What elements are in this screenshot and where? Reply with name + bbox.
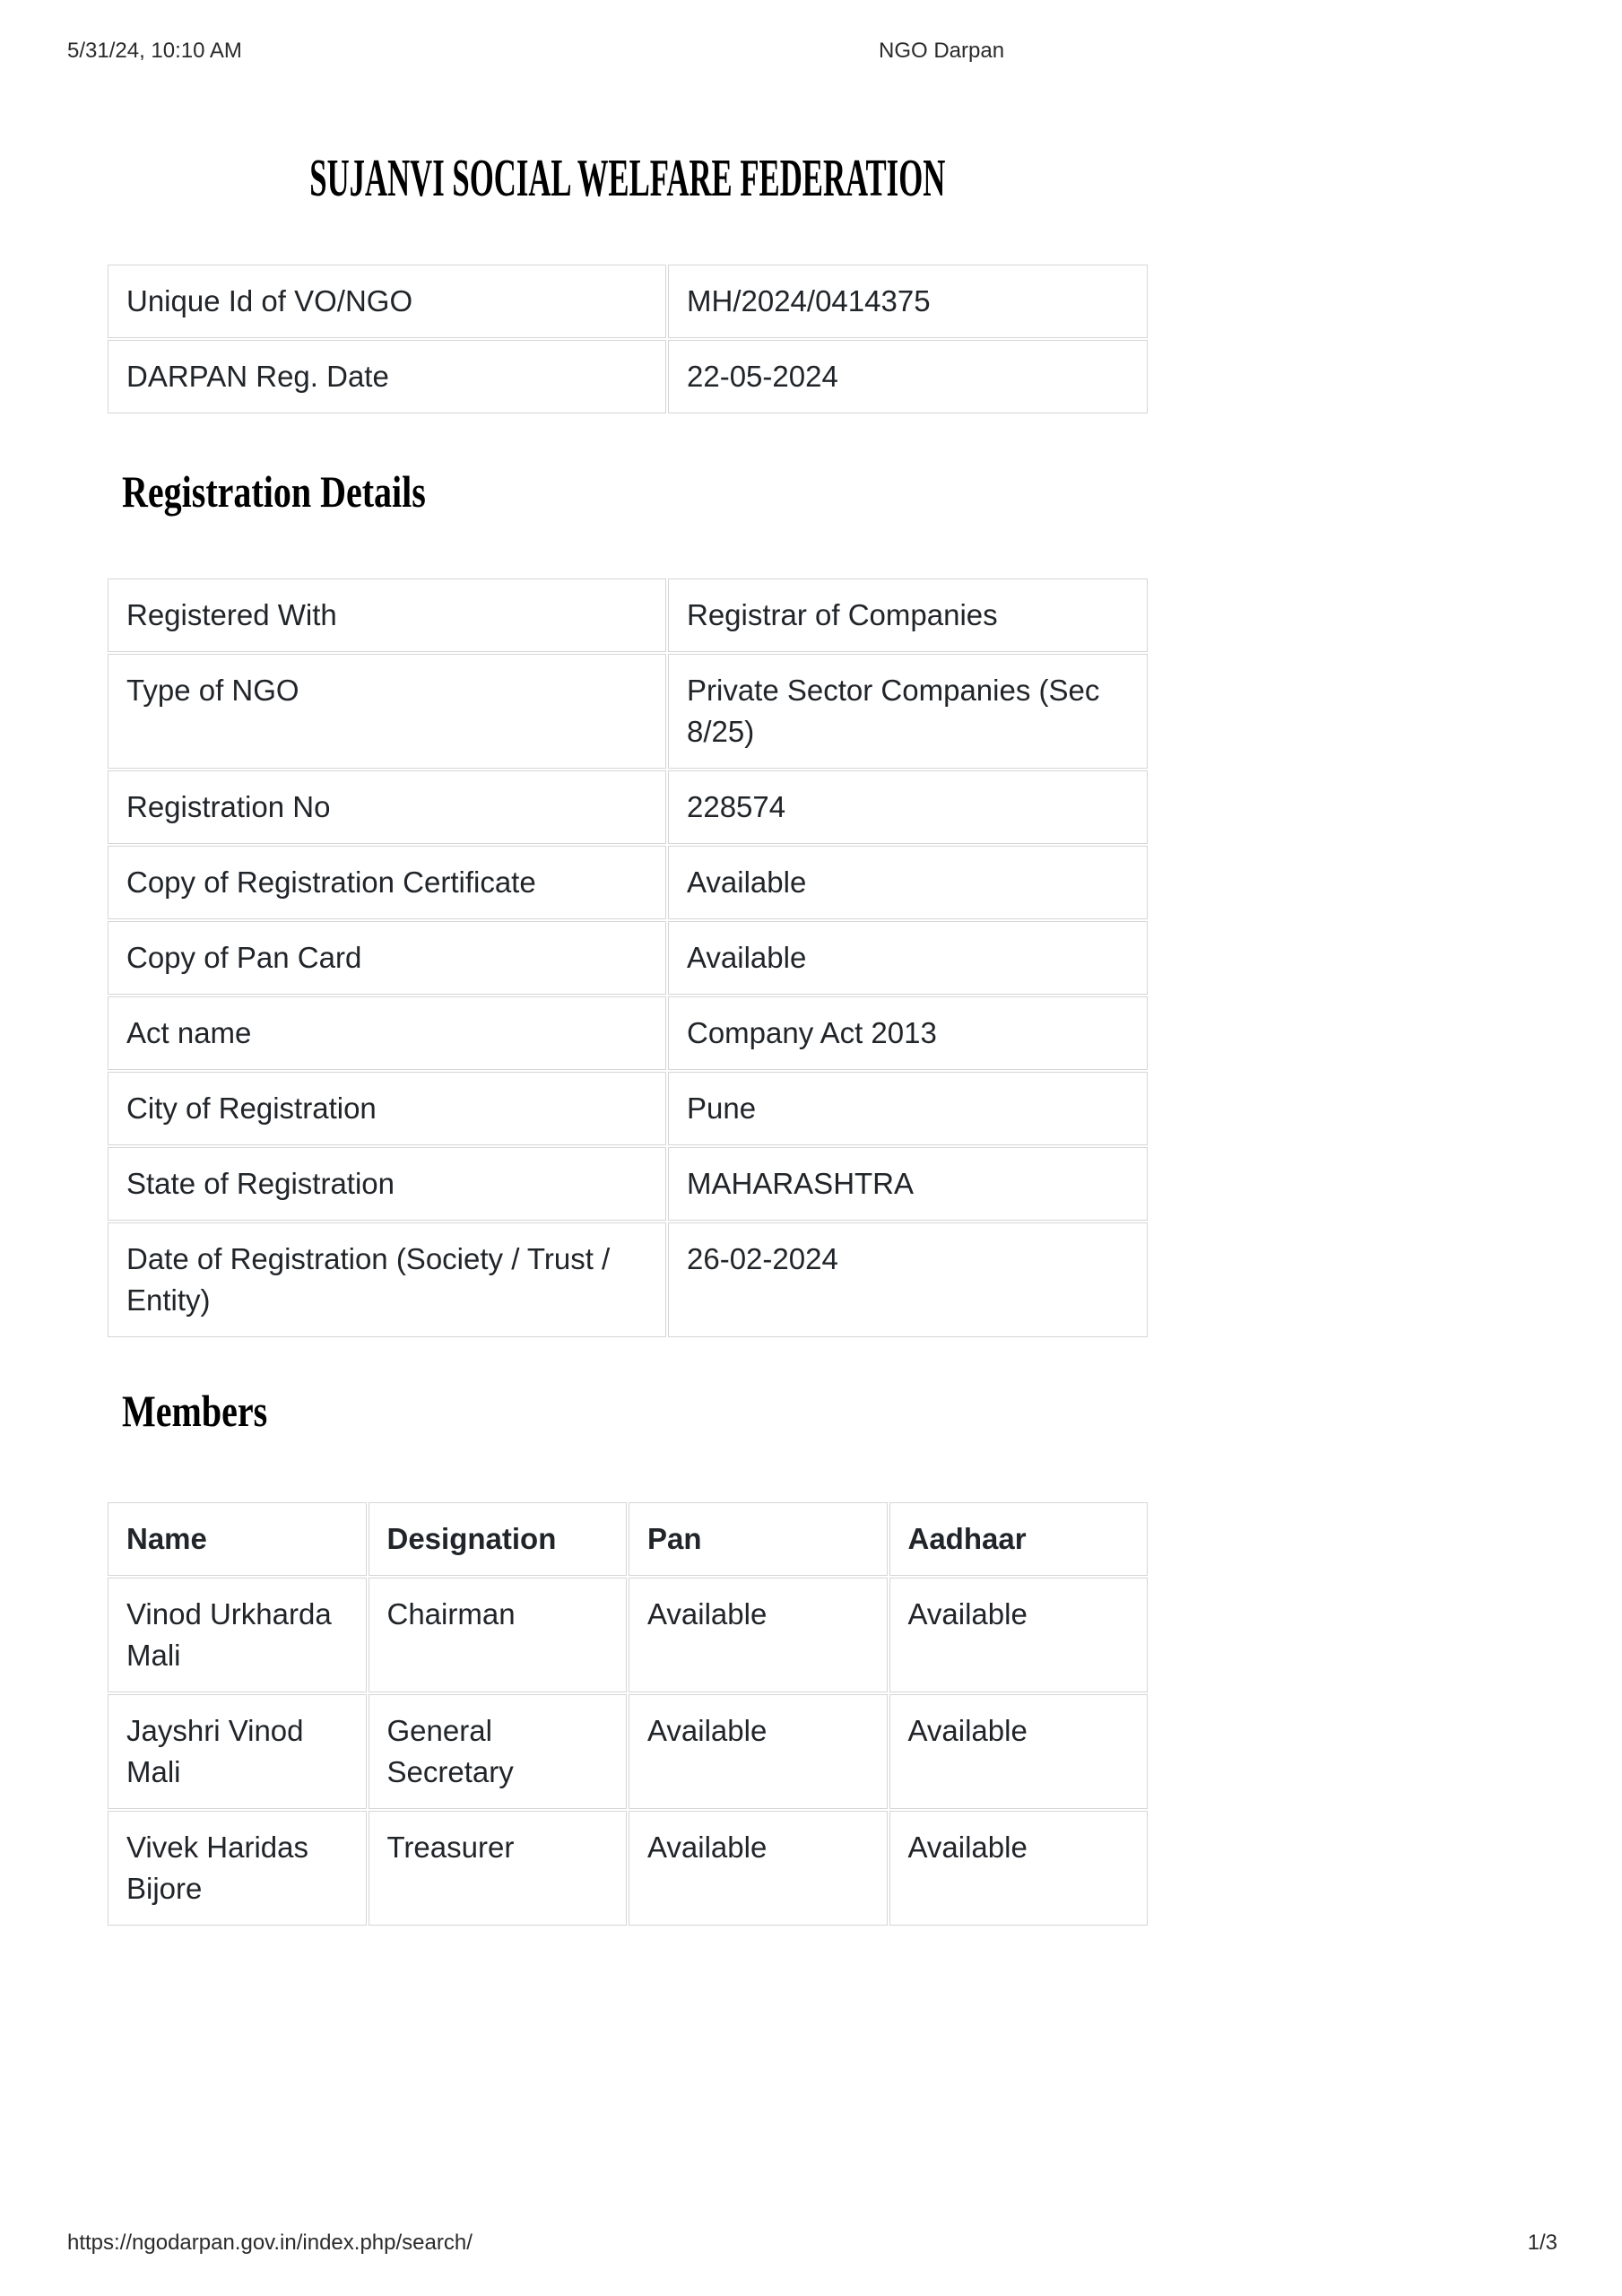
reg-label-registered-with: Registered With [108, 578, 666, 652]
member-aadhaar: Available [889, 1578, 1149, 1692]
member-designation: Chairman [369, 1578, 628, 1692]
table-row [108, 654, 1148, 769]
member-pan: Available [629, 1694, 888, 1809]
members-table [106, 1500, 1149, 1927]
table-row [108, 996, 1148, 1070]
table-row [108, 846, 1148, 919]
member-designation: General Secretary [369, 1694, 628, 1809]
members-col-pan: Pan [629, 1502, 888, 1576]
reg-value-copy-registration-certificate: Available [668, 846, 1148, 919]
member-designation: Treasurer [369, 1811, 628, 1926]
reg-value-date-of-registration: 26-02-2024 [668, 1222, 1148, 1337]
table-row [108, 921, 1148, 995]
members-col-aadhaar: Aadhaar [889, 1502, 1149, 1576]
reg-label-city-of-registration: City of Registration [108, 1072, 666, 1145]
members-header-row [108, 1502, 1148, 1576]
table-row [108, 1072, 1148, 1145]
summary-value-unique-id: MH/2024/0414375 [668, 265, 1148, 338]
summary-value-darpan-reg-date: 22-05-2024 [668, 340, 1148, 413]
reg-label-state-of-registration: State of Registration [108, 1147, 666, 1221]
registration-details-table [106, 577, 1149, 1339]
registration-details-heading-text: Registration Details [122, 466, 426, 517]
reg-label-act-name: Act name [108, 996, 666, 1070]
reg-label-date-of-registration: Date of Registration (Society / Trust / Entity) [108, 1222, 666, 1337]
member-pan: Available [629, 1811, 888, 1926]
document-content [106, 0, 1149, 2296]
member-aadhaar: Available [889, 1694, 1149, 1809]
reg-value-type-of-ngo: Private Sector Companies (Sec 8/25) [668, 654, 1148, 769]
reg-label-copy-registration-certificate: Copy of Registration Certificate [108, 846, 666, 919]
table-row [108, 1222, 1148, 1337]
summary-label-darpan-reg-date: DARPAN Reg. Date [108, 340, 666, 413]
table-row [108, 770, 1148, 844]
member-pan: Available [629, 1578, 888, 1692]
registration-details-heading [106, 466, 502, 517]
reg-label-copy-pan-card: Copy of Pan Card [108, 921, 666, 995]
ngo-name-title [106, 151, 1149, 206]
summary-table [106, 263, 1149, 415]
table-row [108, 578, 1148, 652]
table-row [108, 265, 1148, 338]
member-name: Vivek Haridas Bijore [108, 1811, 367, 1926]
members-heading-text: Members [122, 1386, 268, 1436]
members-col-name: Name [108, 1502, 367, 1576]
print-header-datetime: 5/31/24, 10:10 AM [67, 39, 242, 63]
member-name: Vinod Urkharda Mali [108, 1578, 367, 1692]
members-heading [106, 1386, 304, 1436]
reg-value-copy-pan-card: Available [668, 921, 1148, 995]
reg-value-state-of-registration: MAHARASHTRA [668, 1147, 1148, 1221]
member-row [108, 1694, 1148, 1809]
print-header-doc-title: NGO Darpan [879, 39, 1005, 63]
member-row [108, 1811, 1148, 1926]
table-row [108, 340, 1148, 413]
reg-label-type-of-ngo: Type of NGO [108, 654, 666, 769]
reg-value-registration-no: 228574 [668, 770, 1148, 844]
reg-value-registered-with: Registrar of Companies [668, 578, 1148, 652]
member-name: Jayshri Vinod Mali [108, 1694, 367, 1809]
member-aadhaar: Available [889, 1811, 1149, 1926]
print-footer-url: https://ngodarpan.gov.in/index.php/search/ [67, 2231, 473, 2255]
reg-label-registration-no: Registration No [108, 770, 666, 844]
print-footer-page-indicator: 1/3 [1527, 2231, 1557, 2255]
reg-value-act-name: Company Act 2013 [668, 996, 1148, 1070]
summary-label-unique-id: Unique Id of VO/NGO [108, 265, 666, 338]
ngo-name-text: SUJANVI SOCIAL WELFARE FEDERATION [309, 149, 946, 208]
table-row [108, 1147, 1148, 1221]
reg-value-city-of-registration: Pune [668, 1072, 1148, 1145]
members-col-designation: Designation [369, 1502, 628, 1576]
member-row [108, 1578, 1148, 1692]
